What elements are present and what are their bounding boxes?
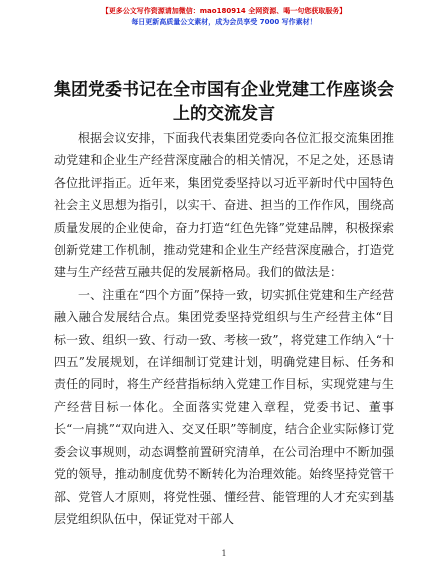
page-number: 1 (221, 549, 227, 558)
document-body (54, 127, 394, 530)
document-title (40, 78, 408, 126)
paragraph-intro: 根据会议安排，下面我代表集团党委向各位汇报交流集团推动党建和企业生产经营深度融合的相关情况，不足之处，还恳请各位批评指正。近年来，集团党委坚持以习近平新时代中国特色社会主义思想为指引，以实干、奋进、担当的工作作风，围绕高质量发展的企业使命，奋力打造“红色先锋”党建品牌，积极探索创新党建工作机制，推动党建和企业生产经营深度融合，打造党建与生产经营互融共促的发展新格局。我们的做法是： (54, 131, 394, 280)
promo-line-1: 【更多公文写作资源请加微信：mao180914 全网资源、喝一句您获取服务】 (101, 7, 347, 15)
promo-line-2: 每日更新高质量公文素材，成为会员享受 7000 写作素材！ (131, 18, 317, 26)
paragraph-section-1: 一、注重在“四个方面”保持一致，切实抓住党建和生产经营融入融合发展结合点。集团党委坚持党组织与生产经营主体“目标一致、组织一致、行动一致、考核一致”，将党建工作纳入“十四五”发展规划，在详细制订党建计划，明确党建目标、任务和责任的同时，将生产经营指标纳入党建工作目标，实现党建与生产经营目标一体化。全面落实党建入章程，党委书记、董事长“一肩挑”“双向进入、交叉任职”等制度，结合企业实际修订党委会议事规则，动态调整前置研究清单，在公司治理中不断加强党的领导，推动制度优势不断转化为治理效能。始终坚持党管干部、党管人才原则，将党性强、懂经营、能管理的人才充实到基层党组织队伍中，保证党对干部人 (54, 287, 394, 526)
title-line-1: 集团党委书记在全市国有企业党建工作座谈会 (54, 80, 394, 100)
promo-banner (0, 6, 448, 28)
title-line-2: 上的交流发言 (173, 104, 275, 124)
